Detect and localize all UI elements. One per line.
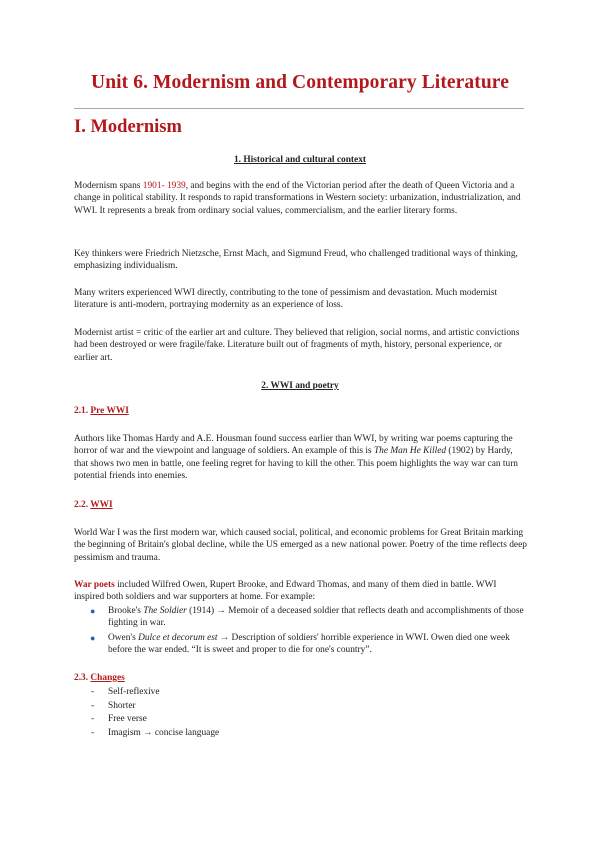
years-span: 1901- 1939 bbox=[142, 181, 186, 191]
bullet-icon: ● bbox=[90, 632, 96, 643]
paragraph-key-thinkers: Key thinkers were Friedrich Nietzsche, Ernst Mach, and Sigmund Freud, who challenged traditional ways of thinking, emphasizing individualism. bbox=[74, 249, 518, 272]
document-title: Unit 6. Modernism and Contemporary Literature bbox=[91, 72, 509, 93]
subsection-heading-historical-context: 1. Historical and cultural context bbox=[233, 155, 367, 165]
paragraph-modernist-artist: Modernist artist = critic of the earlier art and culture. They believed that religion, social norms, and artistic convictions had been destroyed or were fragile/fake. Literature built out of fragments of myth, history, personal experience, or earlier art. bbox=[74, 328, 520, 363]
italic-title-man-he-killed: The Man He Killed bbox=[373, 446, 447, 457]
paragraph-writers-wwi: Many writers experienced WWI directly, contributing to the tone of pessimism and devastation. Much modernist literature is anti-modern, portraying modernity as an experience of loss. bbox=[74, 288, 498, 311]
subheading-wwi: 2.2. WWI bbox=[74, 500, 113, 510]
war-poems-bullet-list bbox=[74, 605, 528, 659]
paragraph-wwi-first-modern-war: World War I was the first modern war, which caused social, political, and economic problems for Great Britain marking the beginning of Britain's global decline, while the US emerged as a new national power. Poetry of the time reflects deep pessimism and trauma. bbox=[74, 528, 527, 563]
paragraph-war-poets: War poets included Wilfred Owen, Rupert Brooke, and Edward Thomas, and many of them died in battle. WWI inspired both soldiers and war supporters at home. For example: bbox=[74, 580, 497, 603]
subheading-changes: 2.3. Changes bbox=[74, 673, 125, 683]
list-item: - Free verse bbox=[91, 714, 147, 724]
war-poets-label: War poets bbox=[74, 580, 115, 590]
list-item: ● Brooke's The Soldier (1914) → Memoir of a deceased soldier that reflects death and accomplishments of those fighting in war. bbox=[90, 606, 524, 629]
list-item: - Self-reflexive bbox=[91, 687, 160, 697]
paragraph-modernism-spans: Modernism spans 1901- 1939, and begins with the end of the Victorian period after the death of Queen Victoria and a change in political stability. It responds to rapid transformations in Western society: urbanization, industrialization, and WWI. It represents a break from ordinary social values, commercialism, and the earlier literary forms. bbox=[74, 181, 521, 216]
list-item: - Imagism → concise language bbox=[91, 727, 220, 738]
subheading-pre-wwi: 2.1. Pre WWI bbox=[74, 406, 129, 416]
subsection-heading-wwi-poetry: 2. WWI and poetry bbox=[261, 381, 339, 391]
changes-dash-list bbox=[74, 686, 219, 740]
paragraph-pre-wwi: Authors like Thomas Hardy and A.E. Housman found success earlier than WWI, by writing war poems capturing the horror of war and the viewpoint and language of soldiers. An example of this is The Man He Killed (1902) by Hardy, that shows two men in battle, one feeling regret for having to kill the other. This poem highlights the way war can turn potential friends into enemies. bbox=[74, 434, 518, 482]
list-item: ● Owen's Dulce et decorum est → Description of soldiers' horrible experience in WWI. Owen died one week before the war ended. “It is sweet and proper to die for one's country”. bbox=[90, 632, 510, 656]
list-item: - Shorter bbox=[91, 700, 136, 711]
title-divider bbox=[74, 108, 524, 109]
section-heading-modernism: I. Modernism bbox=[74, 117, 182, 137]
bullet-icon: ● bbox=[90, 606, 96, 616]
